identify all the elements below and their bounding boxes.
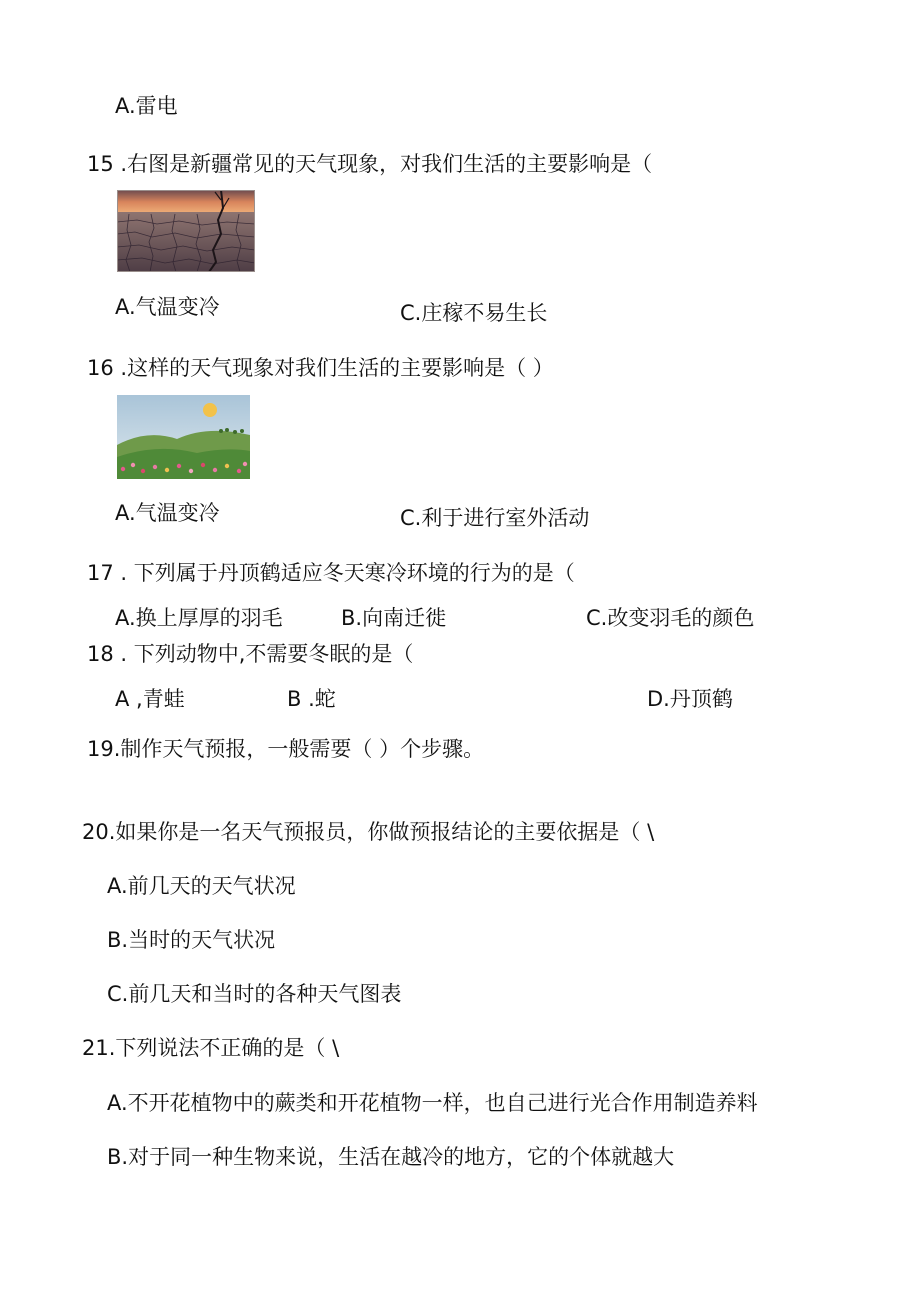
q15-option-a: A.气温变冷 (115, 295, 220, 319)
q16-meadow-image (117, 395, 250, 479)
q17-option-b: B.向南迁徙 (341, 606, 447, 630)
q16-option-a: A.气温变冷 (115, 501, 220, 525)
q17-stem: 17 . 下列属于丹顶鹤适应冬天寒冷环境的行为的是（ (87, 561, 575, 585)
q18-option-a: A ,青蛙 (115, 687, 185, 711)
q21-option-a: A.不开花植物中的蕨类和开花植物一样，也自己进行光合作用制造养料 (107, 1091, 758, 1115)
q19-stem: 19.制作天气预报，一般需要（ ）个步骤。 (87, 737, 485, 761)
q20-stem: 20.如果你是一名天气预报员，你做预报结论的主要依据是（ \ (82, 820, 655, 844)
q17-option-a: A.换上厚厚的羽毛 (115, 606, 283, 630)
q16-option-c: C.利于进行室外活动 (400, 506, 590, 530)
q15-drought-image (117, 190, 255, 272)
q16-stem: 16 .这样的天气现象对我们生活的主要影响是（ ） (87, 356, 554, 380)
q18-option-d: D.丹顶鹤 (647, 687, 733, 711)
q15-stem: 15 .右图是新疆常见的天气现象，对我们生活的主要影响是（ (87, 152, 653, 176)
q14-option-a: A.雷电 (115, 94, 178, 118)
q17-option-c: C.改变羽毛的颜色 (586, 606, 755, 630)
q21-option-b: B.对于同一种生物来说，生活在越冷的地方，它的个体就越大 (107, 1145, 675, 1169)
q18-option-b: B .蛇 (287, 687, 336, 711)
q20-option-b: B.当时的天气状况 (107, 928, 276, 952)
q20-option-c: C.前几天和当时的各种天气图表 (107, 982, 402, 1006)
q21-stem: 21.下列说法不正确的是（ \ (82, 1036, 340, 1060)
q18-stem: 18 . 下列动物中,不需要冬眠的是（ (87, 642, 414, 666)
q15-option-c: C.庄稼不易生长 (400, 301, 548, 325)
q20-option-a: A.前几天的天气状况 (107, 874, 296, 898)
